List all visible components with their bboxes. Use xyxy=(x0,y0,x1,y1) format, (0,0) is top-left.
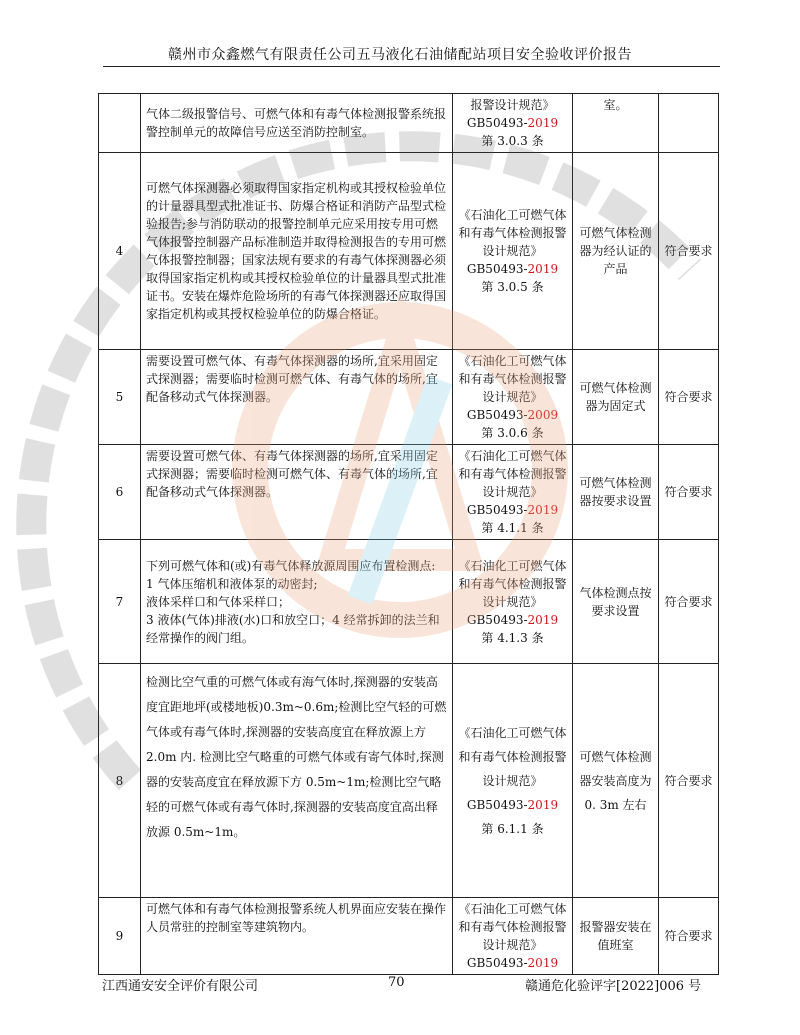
standard-ref: 《石油化工可燃气体和有毒气体检测报警设计规范》 GB50493-2019 第 4.1.1 条 xyxy=(453,445,573,540)
requirement-text: 需要设置可燃气体、有毒气体探测器的场所,宜采用固定式探测器；需要临时检测可燃气体、有毒气体的场所,宜配备移动式气体探测器。 xyxy=(141,445,453,540)
result-cell: 符合要求 xyxy=(659,445,719,540)
requirement-text: 需要设置可燃气体、有毒气体探测器的场所,宜采用固定式探测器；需要临时检测可燃气体、有毒气体的场所,宜配备移动式气体探测器。 xyxy=(141,350,453,445)
row-number: 5 xyxy=(99,350,141,445)
result-cell: 符合要求 xyxy=(659,153,719,350)
requirement-text: 下列可燃气体和(或)有毒气体释放源周围应布置检测点: 1 气体压缩机和液体泵的动密封; 液体采样口和气体采样口； 3 液体(气体)排液(水)口和放空口；4 经常拆卸的法兰和经常操作的阀门组。 xyxy=(141,540,453,664)
standard-ref: 《石油化工可燃气体和有毒气体检测报警设计规范》 GB50493-2019 第 6.1.1 条 xyxy=(453,664,573,898)
table-row xyxy=(99,94,719,153)
standard-ref: 《石油化工可燃气体和有毒气体检测报警设计规范》 GB50493-2019 第 4.1.3 条 xyxy=(453,540,573,664)
result-cell: 符合要求 xyxy=(659,540,719,664)
requirements-table xyxy=(98,93,719,975)
result-cell xyxy=(659,94,719,153)
row-number: 9 xyxy=(99,898,141,975)
footer-company: 江西通安安全评价有限公司 xyxy=(102,979,259,994)
row-number xyxy=(99,94,141,153)
row-number: 4 xyxy=(99,153,141,350)
actual-condition: 室。 xyxy=(573,94,659,153)
table-row xyxy=(99,350,719,445)
actual-condition: 报警器安装在值班室 xyxy=(573,898,659,975)
actual-condition: 可燃气体检测器为经认证的产品 xyxy=(573,153,659,350)
document-number: 赣通危化验评字[2022]006 号 xyxy=(525,979,702,994)
row-number: 7 xyxy=(99,540,141,664)
actual-condition: 气体检测点按要求设置 xyxy=(573,540,659,664)
actual-condition: 可燃气体检测器为固定式 xyxy=(573,350,659,445)
requirement-text: 可燃气体和有毒气体检测报警系统人机界面应安装在操作人员常驻的控制室等建筑物内。 xyxy=(141,898,453,975)
standard-ref: 报警设计规范》 GB50493-2019 第 3.0.3 条 xyxy=(453,94,573,153)
result-cell: 符合要求 xyxy=(659,898,719,975)
row-number: 8 xyxy=(99,664,141,898)
table-row xyxy=(99,445,719,540)
table-row xyxy=(99,898,719,975)
table-row xyxy=(99,153,719,350)
result-cell: 符合要求 xyxy=(659,350,719,445)
standard-ref: 《石油化工可燃气体和有毒气体检测报警设计规范》 GB50493-2009 第 3.0.6 条 xyxy=(453,350,573,445)
table-row xyxy=(99,664,719,898)
actual-condition: 可燃气体检测器按要求设置 xyxy=(573,445,659,540)
actual-condition: 可燃气体检测器安装高度为 0. 3m 左右 xyxy=(573,664,659,898)
requirement-text: 可燃气体探测器必须取得国家指定机构或其授权检验单位的计量器具型式批准证书、防爆合格证和消防产品型式检验报告;参与消防联动的报警控制单元应采用按专用可燃气体报警控制器产品标准制造并取得检测报告的专用可燃气体报警控制器；国家法规有要求的有毒气体探测器必须取得国家指定机构或其授权检验单位的计量器具型式批准证书。安装在爆炸危险场所的有毒气体探测器还应取得国家指定机构或其授权检验单位的防爆合格证。 xyxy=(141,153,453,350)
header-rule xyxy=(103,66,720,67)
report-title: 赣州市众鑫燃气有限责任公司五马液化石油储配站项目安全验收评价报告 xyxy=(168,47,632,63)
standard-ref: 《石油化工可燃气体和有毒气体检测报警设计规范》 GB50493-2019 xyxy=(453,898,573,975)
row-number: 6 xyxy=(99,445,141,540)
requirement-text: 检测比空气重的可燃气体或有海气体时,探测器的安装高度宜距地坪(或楼地板)0.3m~0.6m;检测比空气轻的可燃气体或有毒气体时,探测器的安装高度宜在释放源上方 2.0m 内. 检测比空气略重的可燃气体或有寄气体时,探测器的安装高度宜在释放源下方 0.5m~1m;检测比空气略轻的可燃气体或有毒气体时,探测器的安装高度宜高出释放源 0.5m~1m。 xyxy=(141,664,453,898)
page-header xyxy=(0,44,800,64)
table-row xyxy=(99,540,719,664)
result-cell: 符合要求 xyxy=(659,664,719,898)
requirement-text: 气体二级报警信号、可燃气体和有毒气体检测报警系统报警控制单元的故障信号应送至消防控制室。 xyxy=(141,94,453,153)
standard-ref: 《石油化工可燃气体和有毒气体检测报警设计规范》 GB50493-2019 第 3.0.5 条 xyxy=(453,153,573,350)
page-number: 70 xyxy=(388,975,405,990)
